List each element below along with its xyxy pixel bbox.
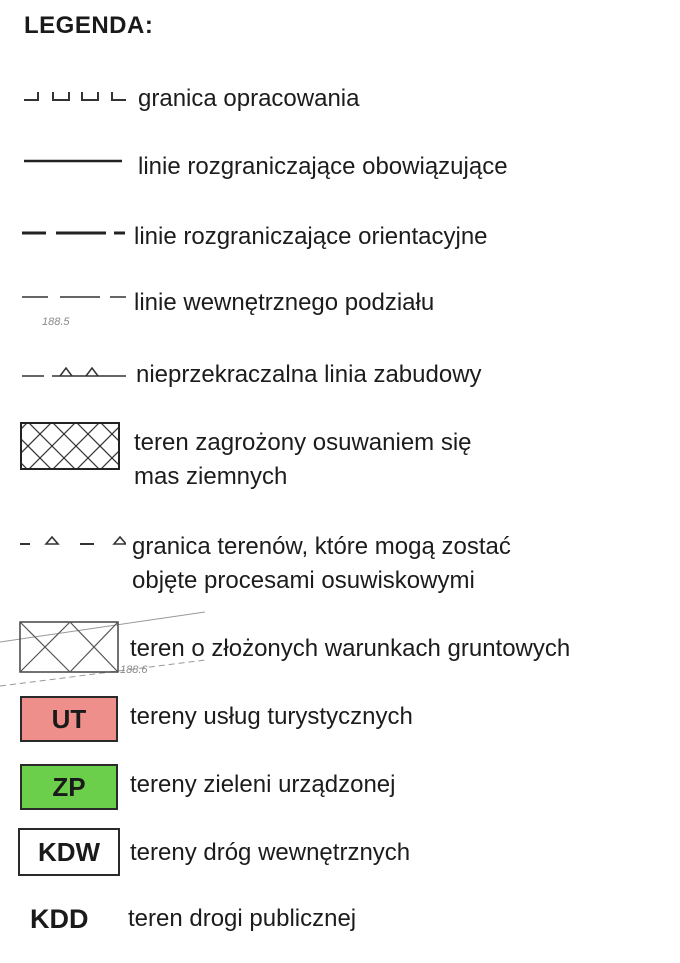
sample-plot-number: 188.5	[42, 316, 70, 328]
solid-line-icon	[24, 156, 124, 166]
zone-code-ut-box: UT	[20, 696, 118, 742]
legend-label-public-road: teren drogi publicznej	[128, 905, 357, 932]
zone-code-kdd: KDD	[30, 904, 89, 934]
legend-label-building-line: nieprzekraczalna linia zabudowy	[136, 361, 482, 388]
legend-label-green-areas: tereny zieleni urządzonej	[130, 771, 396, 798]
crosshatch-box-icon	[20, 422, 120, 470]
thin-dashed-line-icon	[22, 292, 126, 302]
legend-label-landslide-zone-line1: teren zagrożony osuwaniem się	[134, 429, 472, 456]
legend-label-study-boundary: granica opracowania	[138, 85, 360, 112]
sample-plot-number: 188.6	[120, 664, 148, 676]
zone-code-kdw-box: KDW	[18, 828, 120, 876]
legend-label-internal-division: linie wewnętrznego podziału	[134, 289, 435, 316]
legend-label-landslide-risk-line2: objęte procesami osuwiskowymi	[132, 567, 475, 594]
legend-label-tourism: tereny usług turystycznych	[130, 703, 413, 730]
legend-label-internal-roads: tereny dróg wewnętrznych	[130, 839, 411, 866]
legend-label-complex-ground: teren o złożonych warunkach gruntowych	[130, 635, 571, 662]
dash-triangle-line-icon	[18, 530, 126, 550]
study-boundary-line-icon	[22, 88, 128, 108]
legend-title: LEGENDA:	[24, 12, 154, 39]
triangle-dashed-line-icon	[22, 360, 128, 382]
legend-label-binding-lines: linie rozgraniczające obowiązujące	[138, 153, 508, 180]
legend-label-landslide-risk-line1: granica terenów, które mogą zostać	[132, 533, 511, 560]
legend-label-indicative-lines: linie rozgraniczające orientacyjne	[134, 223, 488, 250]
legend-label-landslide-zone-line2: mas ziemnych	[134, 463, 288, 490]
zone-code-zp-box: ZP	[20, 764, 118, 810]
dashed-line-icon	[22, 228, 126, 238]
